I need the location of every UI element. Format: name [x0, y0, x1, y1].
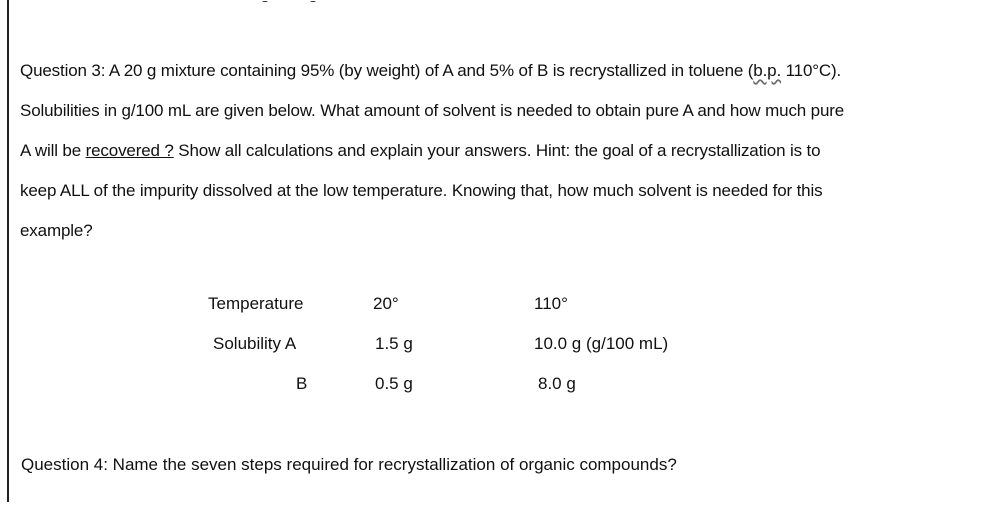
cropped-text-fragment — [262, 0, 392, 2]
recovered-link-text: recovered ? — [85, 141, 174, 160]
page-left-border — [7, 0, 9, 502]
table-row-label-b: B — [296, 374, 308, 393]
question-4-text: Question 4: Name the seven steps required for recrystallization of organic compounds? — [21, 455, 677, 474]
question-3-line-5: example? — [20, 221, 93, 240]
table-header-high-temp: 110° — [534, 294, 568, 313]
table-header-low-temp: 20° — [373, 294, 399, 313]
table-row-label-a: Solubility A — [213, 334, 297, 353]
question-3-line-4: keep ALL of the impurity dissolved at the low temperature. Knowing that, how much solvent is needed for this — [20, 181, 823, 200]
table-cell-a-high: 10.0 g (g/100 mL) — [534, 334, 669, 353]
table-header-temperature: Temperature — [208, 294, 304, 313]
table-cell-b-high: 8.0 g — [538, 374, 576, 393]
question-3-line-3: A will be recovered ? Show all calculations and explain your answers. Hint: the goal of a recrystallization is to — [20, 141, 821, 160]
question-3-paragraph — [20, 51, 1005, 251]
bp-abbreviation: b.p. — [753, 61, 782, 80]
table-cell-b-low: 0.5 g — [375, 374, 413, 393]
question-3-line-1: Question 3: A 20 g mixture containing 95% (by weight) of A and 5% of B is recrystallized in toluene (b.p. 110°C). — [20, 61, 842, 80]
table-cell-a-low: 1.5 g — [375, 334, 413, 353]
question-3-line-2: Solubilities in g/100 mL are given below. What amount of solvent is needed to obtain pure A and how much pure — [20, 101, 845, 120]
